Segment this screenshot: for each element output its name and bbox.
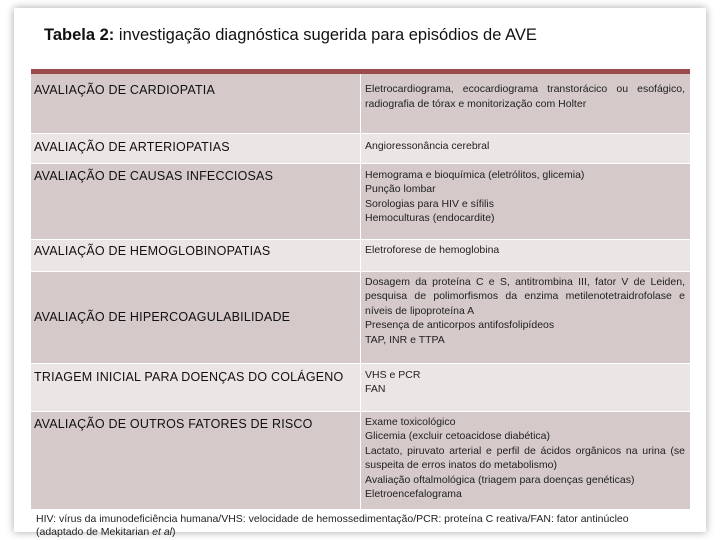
- row-details: [361, 133, 691, 163]
- table-row: [31, 239, 690, 271]
- footnote-abbreviations: HIV: vírus da imunodeficiência humana/VHS: velocidade de hemossedimentação/PCR: proteína C reativa/FAN: fator antinúcleo: [36, 513, 629, 525]
- table-title-label: Tabela 2:: [44, 26, 115, 44]
- footnote-source-italic: et al: [152, 526, 173, 538]
- detail-line: Lactato, piruvato arterial e perfil de ácidos orgânicos na urina (se suspeita de erros inatos do metabolismo): [365, 444, 685, 471]
- table-row: [31, 74, 690, 133]
- table-row: [31, 163, 690, 239]
- detail-line: Dosagem da proteína C e S, antitrombina III, fator V de Leiden, pesquisa de polimorfismos da enzima metilenotetraidrofolase e níveis de lipoproteína A: [365, 275, 685, 317]
- detail-line: Punção lombar: [365, 183, 436, 195]
- row-details: [361, 271, 691, 363]
- row-category: AVALIAÇÃO DE ARTERIOPATIAS: [31, 133, 361, 163]
- detail-line: Avaliação oftalmológica (triagem para doenças genéticas): [365, 473, 635, 486]
- footnote: [36, 513, 716, 539]
- detail-line: Eletroencefalograma: [365, 488, 462, 500]
- row-details: [361, 74, 691, 133]
- row-category: AVALIAÇÃO DE CARDIOPATIA: [31, 74, 361, 133]
- row-category: TRIAGEM INICIAL PARA DOENÇAS DO COLÁGENO: [31, 363, 361, 411]
- footnote-source-suffix: ): [172, 526, 176, 538]
- table-title: [44, 26, 537, 45]
- detail-line: VHS e PCR: [365, 368, 421, 381]
- detail-line: Presença de anticorpos antifosfolipídeos: [365, 319, 555, 331]
- table-row: [31, 271, 690, 363]
- row-details: [361, 163, 691, 239]
- row-details: [361, 411, 691, 509]
- detail-line: TAP, INR e TTPA: [365, 333, 445, 346]
- table-title-text: investigação diagnóstica sugerida para episódios de AVE: [114, 26, 537, 44]
- detail-line: Sorologias para HIV e sífilis: [365, 197, 494, 210]
- footnote-source: [36, 526, 716, 539]
- table-row: [31, 363, 690, 411]
- row-category: AVALIAÇÃO DE CAUSAS INFECCIOSAS: [31, 163, 361, 239]
- detail-line: FAN: [365, 383, 386, 395]
- table-row: [31, 411, 690, 509]
- table-row: [31, 133, 690, 163]
- detail-line: Exame toxicológico: [365, 415, 456, 428]
- diagnostic-table: [31, 69, 690, 510]
- detail-line: Hemoculturas (endocardite): [365, 212, 495, 224]
- row-details: [361, 239, 691, 271]
- detail-line: Hemograma e bioquímica (eletrólitos, glicemia): [365, 168, 585, 181]
- detail-line: Angioressonância cerebral: [365, 139, 490, 152]
- row-category: AVALIAÇÃO DE HEMOGLOBINOPATIAS: [31, 239, 361, 271]
- row-category: AVALIAÇÃO DE HIPERCOAGULABILIDADE: [31, 271, 361, 363]
- row-category: AVALIAÇÃO DE OUTROS FATORES DE RISCO: [31, 411, 361, 509]
- detail-line: Eletrocardiograma, ecocardiograma transtorácico ou esofágico, radiografia de tórax e monitorização com Holter: [365, 83, 685, 110]
- detail-line: Eletroforese de hemoglobina: [365, 243, 500, 256]
- detail-line: Glicemia (excluir cetoacidose diabética): [365, 430, 550, 442]
- row-details: [361, 363, 691, 411]
- footnote-source-prefix: (adaptado de Mekitarian: [36, 526, 153, 538]
